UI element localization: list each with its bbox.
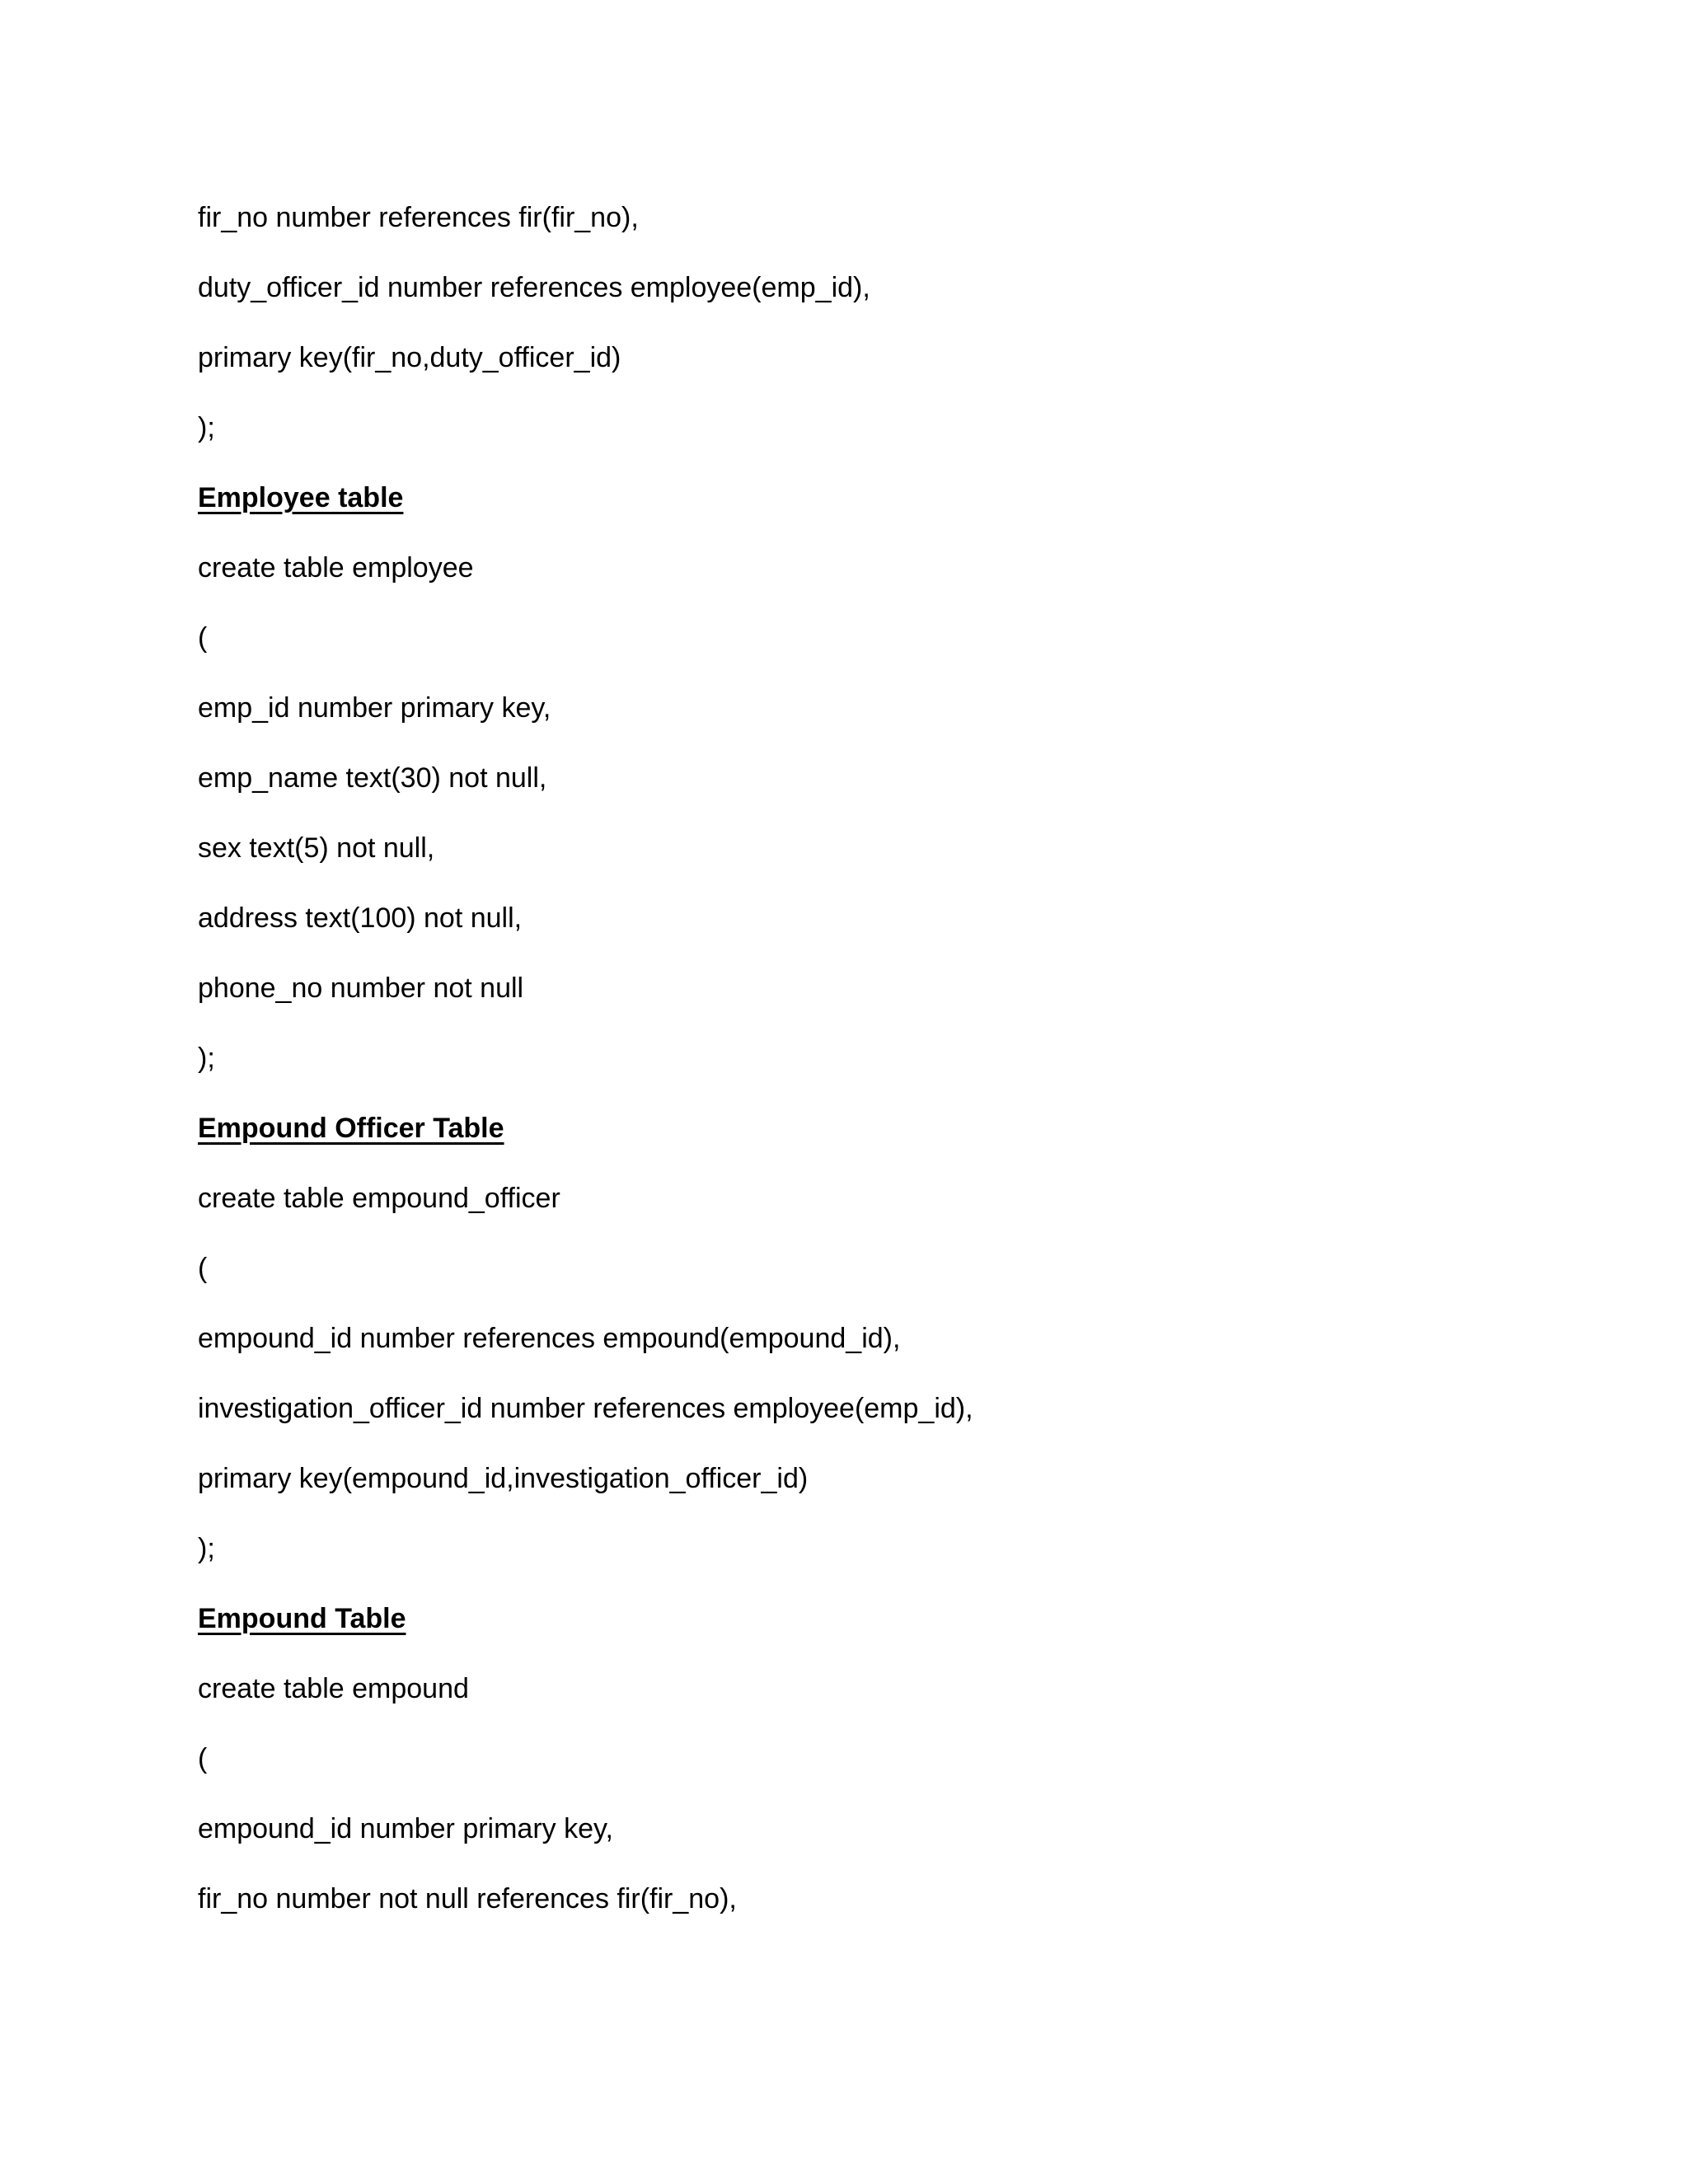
sql-line: ( — [198, 1743, 208, 1774]
section-heading-employee-table: Employee table — [198, 482, 404, 513]
sql-line: fir_no number references fir(fir_no), — [198, 202, 639, 233]
sql-line: primary key(fir_no,duty_officer_id) — [198, 342, 621, 373]
sql-line: create table employee — [198, 552, 474, 583]
sql-line: empound_id number references empound(empound_id), — [198, 1323, 901, 1354]
sql-line: ( — [198, 1253, 208, 1284]
sql-line: emp_id number primary key, — [198, 692, 551, 724]
sql-line: create table empound — [198, 1673, 469, 1704]
sql-line: address text(100) not null, — [198, 902, 523, 934]
sql-line: investigation_officer_id number references employee(emp_id), — [198, 1393, 973, 1424]
sql-line: phone_no number not null — [198, 972, 524, 1004]
sql-line: primary key(empound_id,investigation_officer_id) — [198, 1463, 809, 1494]
sql-line: ); — [198, 1533, 215, 1564]
document-body — [198, 191, 1517, 1943]
sql-line: duty_officer_id number references employee(emp_id), — [198, 272, 870, 303]
sql-line: ); — [198, 412, 215, 443]
sql-line: fir_no number not null references fir(fir_no), — [198, 1883, 737, 1915]
sql-line: emp_name text(30) not null, — [198, 762, 547, 794]
sql-line: sex text(5) not null, — [198, 832, 435, 864]
sql-line: empound_id number primary key, — [198, 1813, 613, 1844]
sql-line: ); — [198, 1043, 215, 1074]
sql-line: create table empound_officer — [198, 1183, 560, 1214]
section-heading-empound-officer-table: Empound Officer Table — [198, 1113, 504, 1144]
section-heading-empound-table: Empound Table — [198, 1603, 406, 1634]
sql-line: ( — [198, 622, 208, 654]
